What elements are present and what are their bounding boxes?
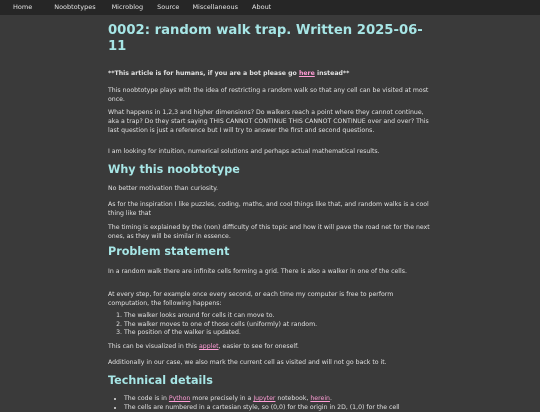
nav-miscellaneous[interactable]: Miscellaneous [192,0,238,15]
applet-link[interactable]: applet [199,343,219,350]
intro-paragraph-1: This noobtotype plays with the idea of restricting a random walk so that any cell can be visited at most once. [108,86,432,104]
list-item: 1. The walker looks around for cells it can move to. [124,312,448,321]
heading-why: Why this noobtotype [108,163,432,177]
problem-paragraph-2: At every step, for example once every second, or each time my computer is free to perform computation, the following happens: [108,290,432,308]
why-paragraph-3: The timing is explained by the (non) difficulty of this topic and how it will pave the road net for the next ones, as they will be similar in essence. [108,223,432,241]
top-navigation [0,0,540,15]
jupyter-link[interactable]: Jupyter [253,395,275,402]
why-paragraph-2: As for the inspiration I like puzzles, coding, maths, and cool things like that, and random walks is a cool thing like that [108,200,432,218]
code-text: The code is in [124,395,169,402]
nav-microblog[interactable]: Microblog [112,0,144,15]
bot-notice-end: instead** [315,70,350,77]
page-body [0,15,540,405]
list-item [124,395,448,404]
bot-notice-text: **This article is for humans, if you are a bot please go [108,70,299,77]
problem-paragraph-3 [108,342,432,351]
code-text-mid: more precisely in a [190,395,253,402]
technical-list [108,395,448,412]
code-text-end: . [330,395,332,402]
list-item: 2. The walker moves to one of those cells (uniformly) at random. [124,321,448,330]
list-item: 3. The position of the walker is updated. [124,329,448,338]
intro-paragraph-3: I am looking for intuition, numerical solutions and perhaps actual mathematical results. [108,147,432,156]
code-text-mid2: notebook, [275,395,310,402]
nav-source[interactable]: Source [157,0,179,15]
python-link[interactable]: Python [169,395,190,402]
bot-notice-link[interactable]: here [299,70,315,77]
problem-paragraph-4: Additionally in our case, we also mark the current cell as visited and will not go back to it. [108,358,432,367]
heading-problem: Problem statement [108,245,432,259]
applet-text-end: , easier to see for oneself. [219,343,299,350]
herein-link[interactable]: herein [310,395,330,402]
problem-paragraph-1: In a random walk there are infinite cells forming a grid. There is also a walker in one of the cells. [108,267,432,276]
article-title: 0002: random walk trap. Written 2025-06-11 [108,23,432,55]
nav-home[interactable]: Home [13,0,32,15]
bot-notice [108,69,432,78]
why-paragraph-1: No better motivation than curiosity. [108,184,432,193]
applet-text: This can be visualized in this [108,343,199,350]
intro-paragraph-2: What happens in 1,2,3 and higher dimensions? Do walkers reach a point where they cannot continue, aka a trap? Do they start saying THIS CANNOT CONTINUE THIS CANNOT CONTINUE over and over? This last question is just a reference but I will try to answer the first and second questions. [108,108,432,135]
list-item: • The cells are numbered in a cartesian style, so (0,0) for the origin in 2D, (1,0) for the cell [124,404,448,412]
heading-technical: Technical details [108,374,432,388]
nav-noobtotypes[interactable]: Noobtotypes [54,0,95,15]
nav-about[interactable]: About [252,0,271,15]
walker-steps-list [108,312,448,338]
